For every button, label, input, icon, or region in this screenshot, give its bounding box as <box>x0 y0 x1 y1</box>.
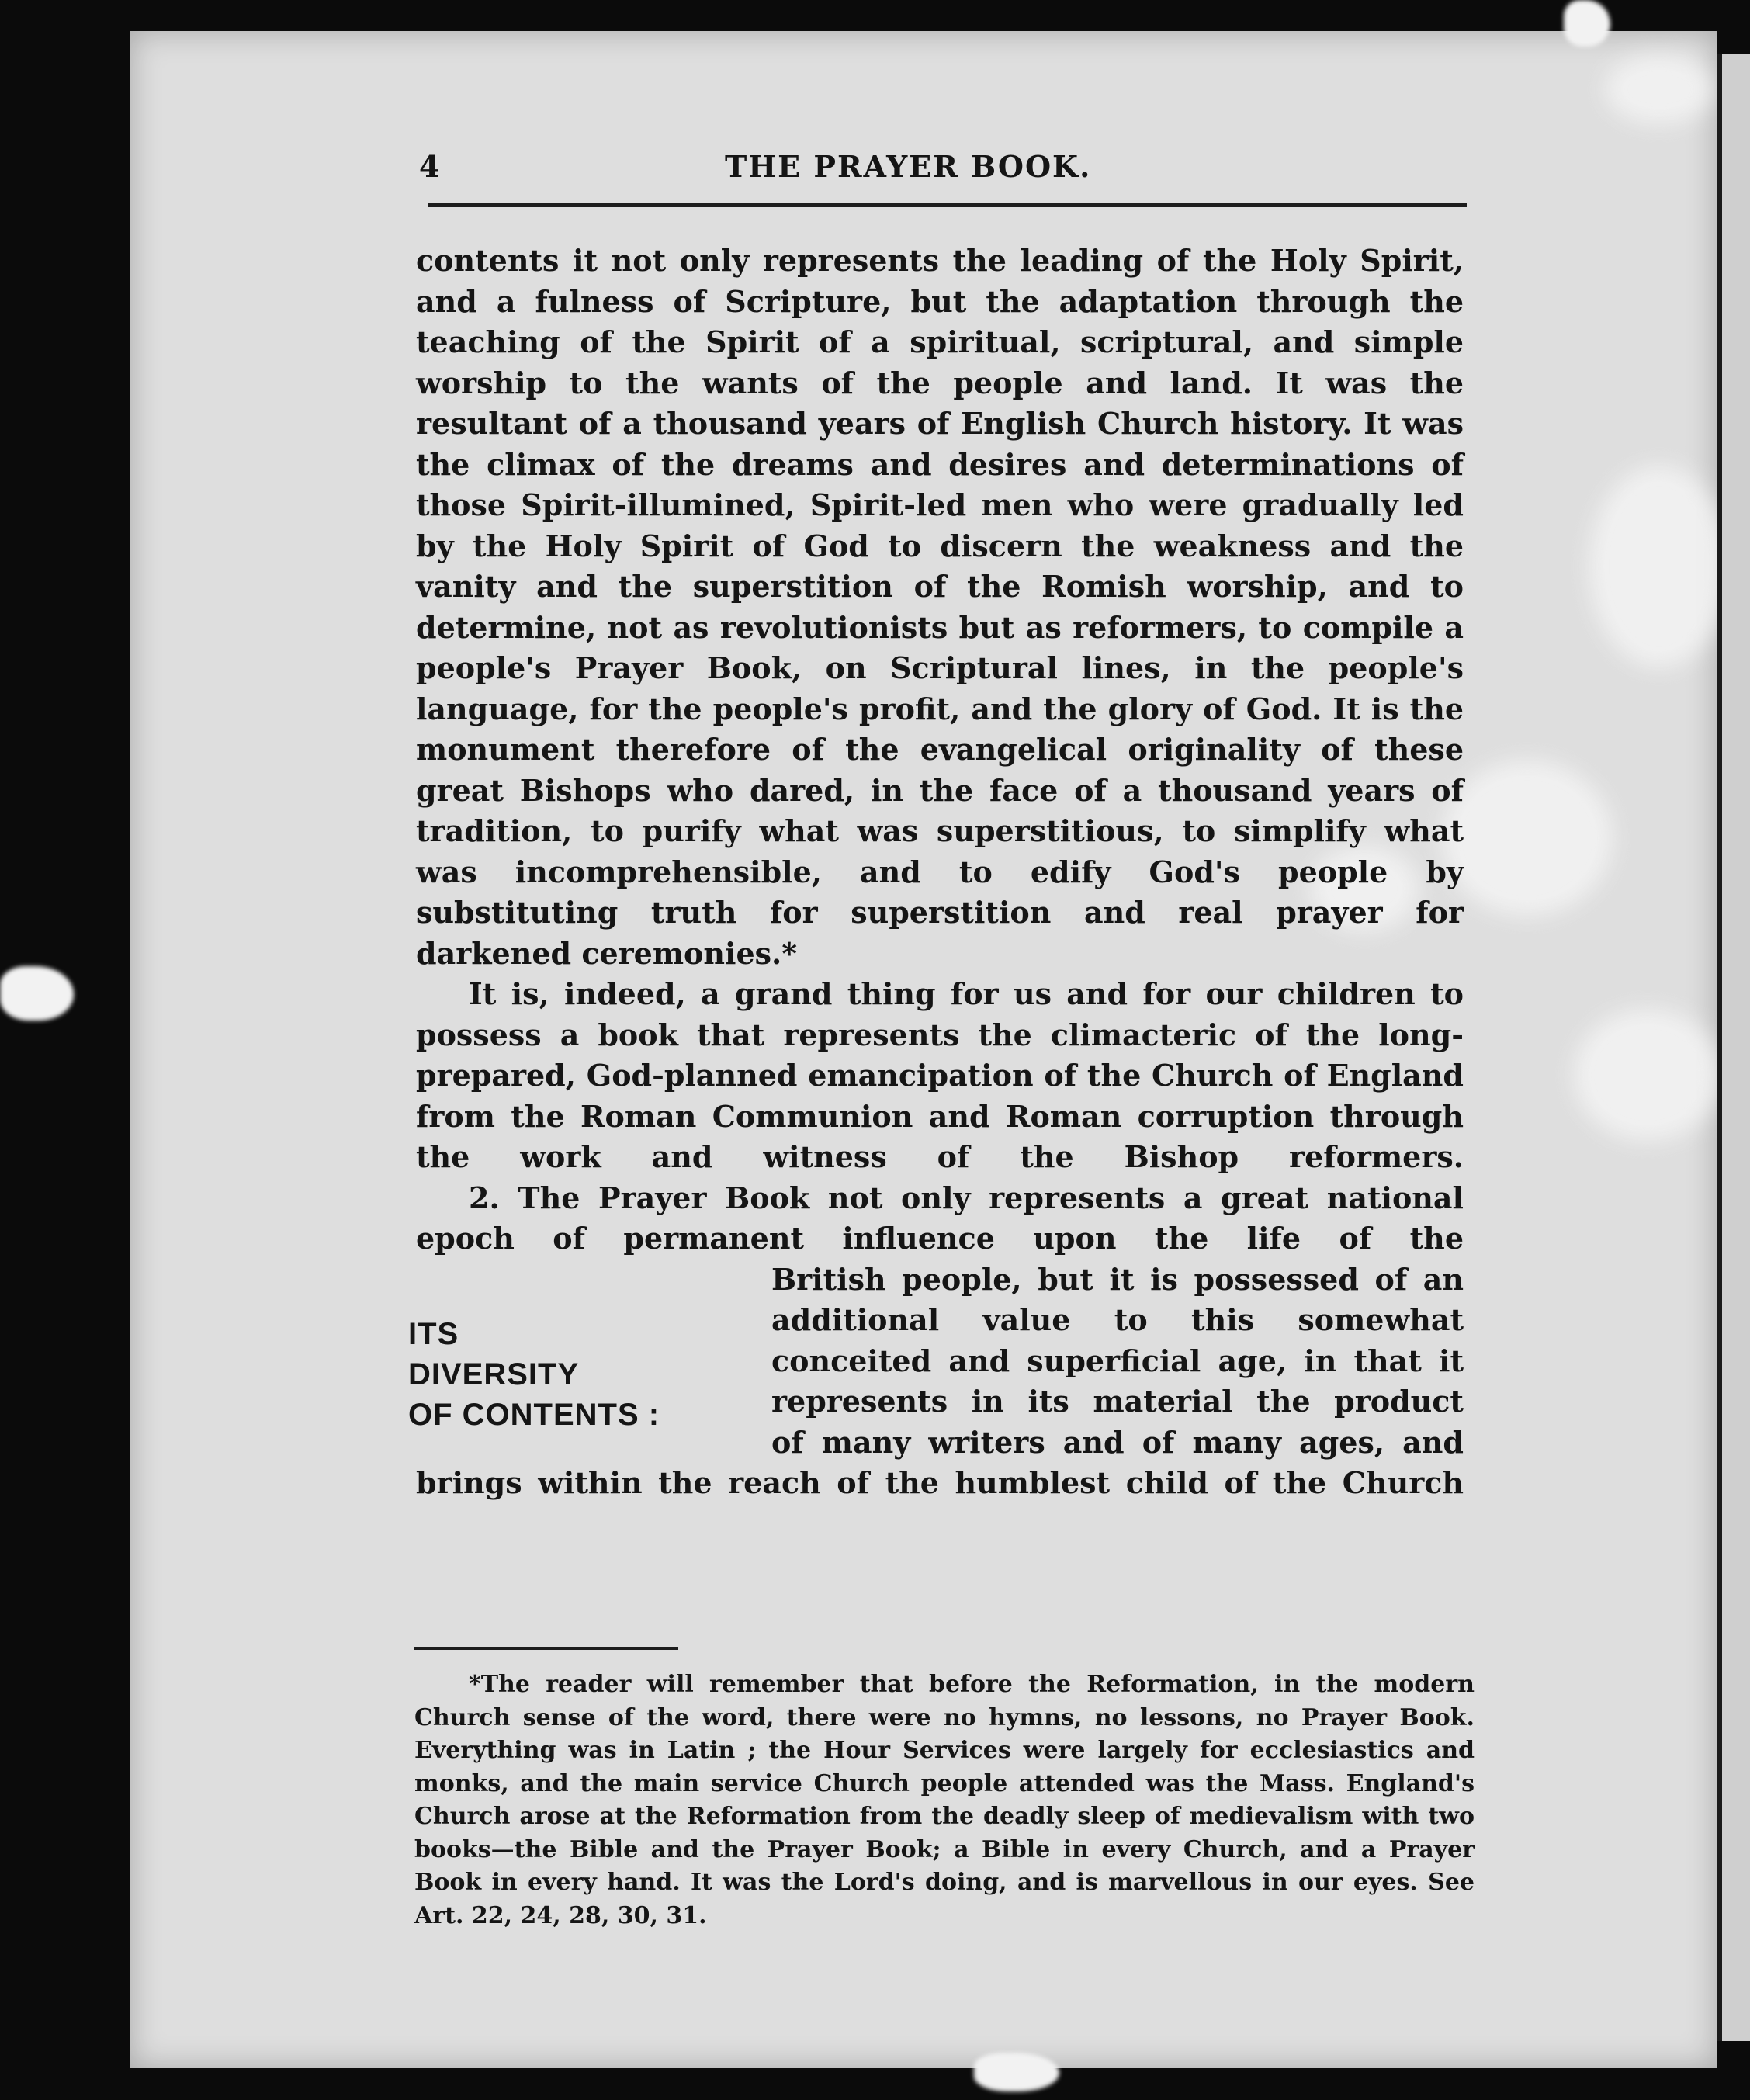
wrapped-text <box>771 1260 1464 1464</box>
footnote-text: *The reader will remember that before the Reformation, in the modern Church sense of the word, there were no hymns, no lessons, no Prayer Book. Everything was in Latin ; the Hour Services were largely for ecclesiastics and monks, and the main service Church people attended was the Mass. England's Church arose at the Reformation from the deadly sleep of medievalism with two books—the Bible and the Prayer Book; a Bible in every Church, and a Prayer Book in every hand. It was the Lord's doing, and is marvellous in our eyes. See Art. 22, 24, 28, 30, 31. <box>414 1671 1475 1929</box>
running-title: THE PRAYER BOOK. <box>725 149 1092 184</box>
paragraph: contents it not only represents the leading of the Holy Spirit, and a fulness of Scripture, but the adaptation through the teaching of the Spirit of a spiritual, scriptural, and simple worship to the wants of the people and land. It was the resultant of a thousand years of English Church history. It was the climax of the dreams and desires and determinations of those Spirit-illumined, Spirit-led men who were gradually led by the Holy Spirit of God to discern the weakness and the vanity and the superstition of the Romish worship, and to determine, not as revolutionists but as reformers, to compile a people's Prayer Book, on Scriptural lines, in the people's language, for the people's profit, and the glory of God. It is the monument therefore of the evangelical originality of these great Bishops who dared, in the face of a thousand years of tradition, to purify what was superstitious, to simplify what was incomprehensible, and to edify God's people by substituting truth for superstition and real prayer for darkened ceremonies.* <box>416 243 1464 971</box>
footnote-rule <box>414 1647 678 1650</box>
page-content <box>407 132 1475 1929</box>
paragraph: It is, indeed, a grand thing for us and for our children to possess a book that represents the climacteric of the long-prepared, God-planned emancipation of the Church of England from the Roman Communion and Roman corruption through the work and witness of the Bishop reformers. <box>416 976 1464 1174</box>
text-line: additional value to this somewhat <box>771 1302 1464 1337</box>
text-line: British people, but it is possessed of an <box>771 1261 1464 1297</box>
scan-smudge <box>1605 54 1714 124</box>
body-text <box>408 241 1475 1929</box>
margin-sidenote <box>408 1314 734 1435</box>
adjacent-page-edge <box>1717 54 1750 2041</box>
page-number: 4 <box>419 149 440 184</box>
text-line: of many writers and of many ages, and <box>771 1424 1464 1460</box>
paragraph: brings within the reach of the humblest child of the Church <box>416 1464 1464 1500</box>
scan-smudge <box>1574 1009 1721 1141</box>
sidenote-block <box>408 1260 1464 1463</box>
scan-blotch <box>0 966 74 1021</box>
header-rule <box>428 203 1467 207</box>
scan-smudge <box>1442 761 1613 916</box>
sidenote-line: DIVERSITY <box>408 1357 580 1391</box>
footnote <box>414 1669 1475 1932</box>
scan-blotch <box>974 2053 1059 2091</box>
sidenote-line: ITS <box>408 1316 459 1351</box>
text-line: conceited and superficial age, in that it <box>771 1343 1464 1378</box>
scan-smudge <box>1589 466 1729 667</box>
scan-blotch <box>1564 0 1610 47</box>
paragraph: 2. The Prayer Book not only represents a great national epoch of permanent influence upon the life of the <box>416 1180 1464 1256</box>
sidenote-line: OF CONTENTS : <box>408 1397 660 1432</box>
running-head <box>407 132 1467 186</box>
text-line: represents in its material the product <box>771 1384 1464 1419</box>
